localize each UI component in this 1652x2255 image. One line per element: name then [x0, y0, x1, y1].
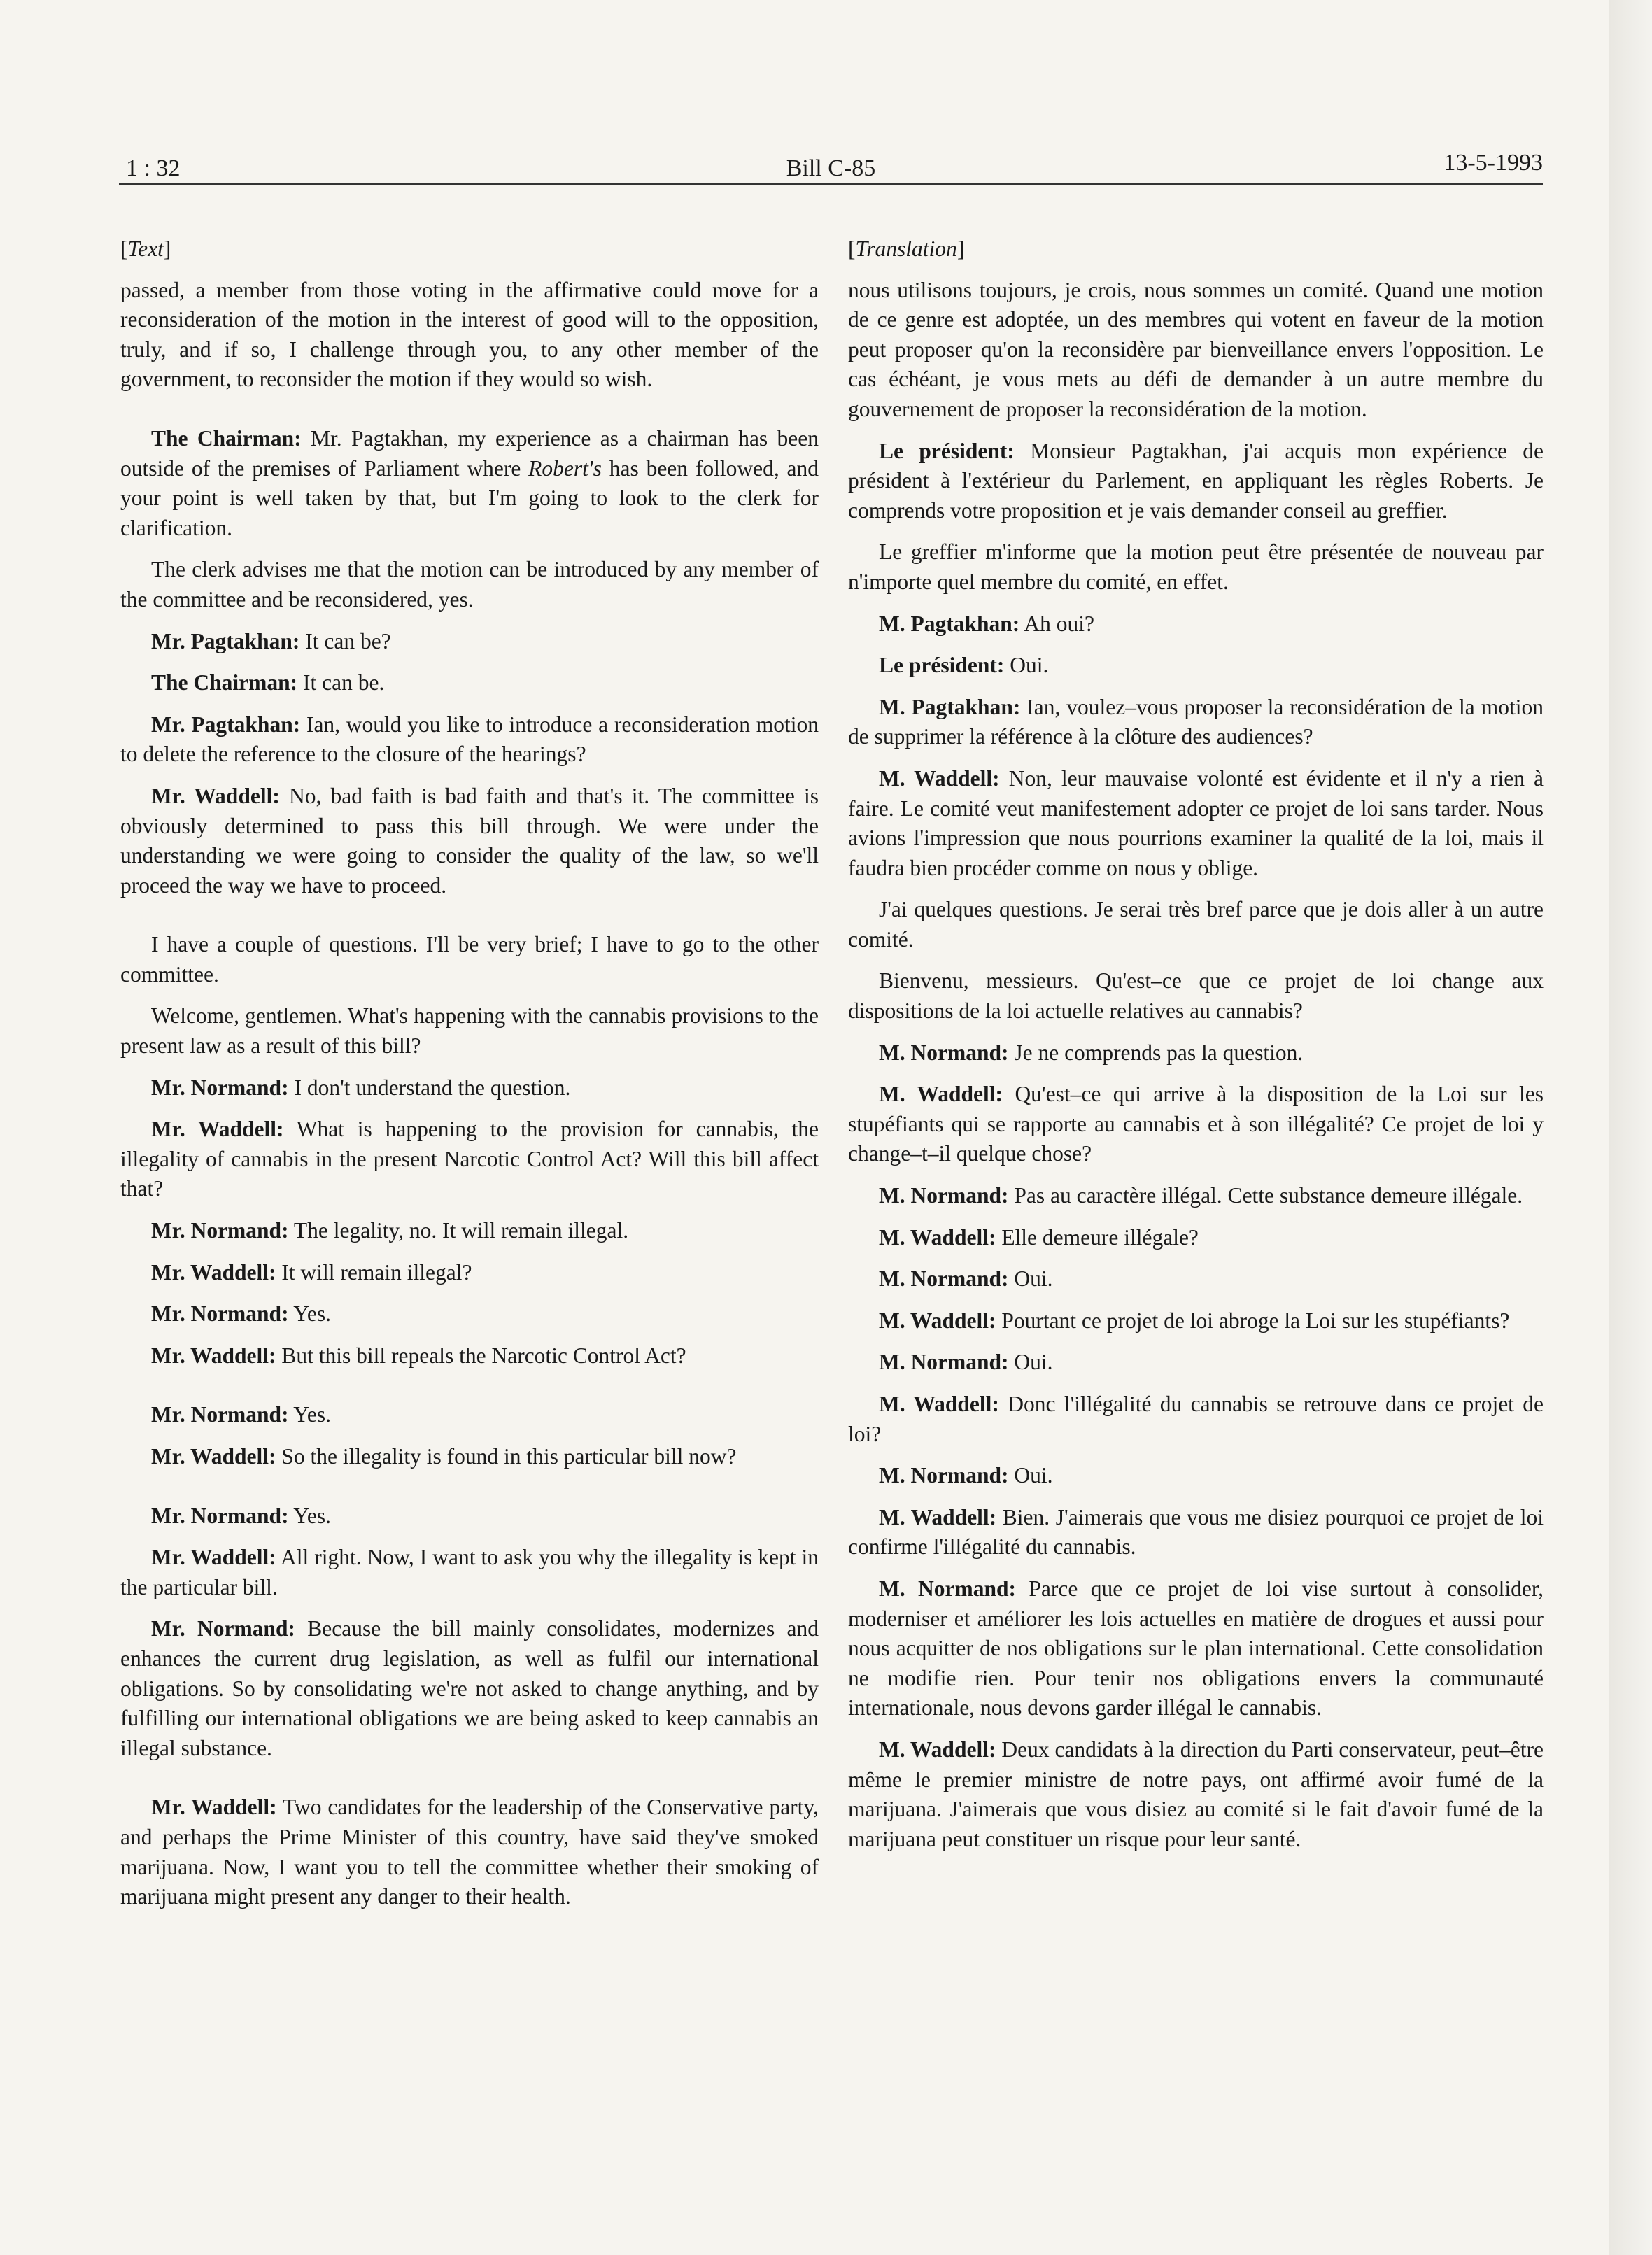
transcript-paragraph [120, 1001, 819, 1061]
transcript-paragraph [120, 1501, 819, 1532]
speech-text: Because the bill mainly consolidates, modernizes and enhances the current drug legislation, as well as fulfil our international obligations. So by consolidating we're not asked to change anything, and by fulfilling our international obligations we are being asked to keep cannabis an illegal substance. [120, 1616, 819, 1760]
speaker-name: Mr. Normand: [151, 1503, 289, 1528]
speech-text: Yes. [293, 1503, 332, 1528]
speech-text: Bien. J'aimerais que vous me disiez pourquoi ce projet de loi confirme l'illégalité du cannabis. [848, 1504, 1544, 1560]
right-column-translation [848, 234, 1544, 1866]
speech-text: The legality, no. It will remain illegal. [293, 1218, 629, 1243]
transcript-paragraph [120, 1543, 819, 1602]
speaker-name: M. Waddell: [879, 765, 1000, 791]
transcript-paragraph [120, 627, 819, 657]
speaker-name: M. Normand: [879, 1183, 1009, 1208]
speech-text: Oui. [1014, 1463, 1053, 1488]
speaker-name: M. Normand: [879, 1350, 1009, 1375]
speaker-name: Mr. Waddell: [151, 1259, 276, 1285]
page-number: 1 : 32 [126, 155, 181, 181]
speaker-name: Mr. Normand: [151, 1301, 289, 1327]
speech-text: Qu'est–ce qui arrive à la disposition de la Loi sur les stupéfiants qui se rapporte au cannabis et à son illégalité? Ce projet de loi y change–t–il quelque chose? [848, 1082, 1544, 1166]
transcript-paragraph [848, 1461, 1544, 1491]
speaker-name: M. Normand: [879, 1266, 1009, 1292]
speaker-name: M. Waddell: [879, 1504, 997, 1529]
page-title: Bill C-85 [786, 155, 876, 181]
transcript-paragraph [120, 930, 819, 989]
transcript-paragraph [120, 782, 819, 900]
speech-text: So the illegality is found in this particular bill now? [281, 1444, 737, 1469]
speech-text: It can be. [303, 670, 385, 695]
column-label: [Translation] [848, 236, 965, 261]
transcript-paragraph [120, 1258, 819, 1288]
transcript-paragraph [120, 424, 819, 543]
column-label: [Text] [120, 236, 171, 261]
speaker-name: Mr. Waddell: [151, 1444, 276, 1469]
speaker-name: M. Waddell: [879, 1082, 1003, 1107]
speech-text: Deux candidats à la direction du Parti conservateur, peut–être même le premier ministre de notre pays, ont affirmé avoir fumé de la marijuana. J'aimerais que vous disiez au comité si le fait d'avoir fumé de la marijuana peut constituer un risque pour leur santé. [848, 1737, 1544, 1851]
speech-text: Ian, voulez–vous proposer la reconsidération de la motion de supprimer la référence à la clôture des audiences? [848, 694, 1544, 749]
speech-text: It can be? [305, 628, 391, 653]
transcript-paragraph [848, 1080, 1544, 1169]
transcript-paragraph [848, 966, 1544, 1026]
transcript-paragraph [848, 437, 1544, 526]
speaker-name: M. Normand: [879, 1576, 1017, 1601]
speech-text: Bienvenu, messieurs. Qu'est–ce que ce projet de loi change aux dispositions de la loi actuelle relatives au cannabis? [848, 968, 1544, 1024]
transcript-paragraph [848, 1390, 1544, 1449]
speech-text: Parce que ce projet de loi vise surtout à consolider, moderniser et améliorer les lois actuelles en matière de drogues et aussi pour nous acquitter de nos obligations sur le plan international. Cette consolidation ne modifie rien. Pour tenir nos obligations envers la communauté internationale, nous devons garder illégal le cannabis. [848, 1576, 1544, 1720]
left-column-text [120, 234, 819, 1924]
speaker-name: Mr. Normand: [151, 1075, 289, 1100]
right-column-body [848, 276, 1544, 1855]
speech-text: Yes. [293, 1301, 332, 1327]
transcript-paragraph [120, 555, 819, 614]
page-date: 13-5-1993 [1443, 150, 1543, 176]
transcript-paragraph [848, 1181, 1544, 1211]
transcript-paragraph [848, 1306, 1544, 1336]
speech-text: Ian, would you like to introduce a reconsideration motion to delete the reference to the closure of the hearings? [120, 712, 819, 767]
speaker-name: Mr. Normand: [151, 1218, 289, 1243]
speaker-name: M. Normand: [879, 1463, 1009, 1488]
speaker-name: Mr. Pagtakhan: [151, 628, 300, 653]
speaker-name: M. Pagtakhan: [879, 694, 1021, 719]
speaker-name: Mr. Pagtakhan: [151, 712, 301, 737]
speech-text: Pourtant ce projet de loi abroge la Loi sur les stupéfiants? [1001, 1308, 1510, 1333]
transcript-paragraph [848, 764, 1544, 883]
transcript-paragraph [848, 276, 1544, 425]
speaker-name: The Chairman: [151, 670, 298, 695]
transcript-paragraph [848, 1574, 1544, 1723]
speaker-name: Mr. Waddell: [151, 1343, 276, 1368]
speech-text: passed, a member from those voting in the affirmative could move for a reconsideration of the motion in the interest of good will to the opposition, truly, and if so, I challenge through you, to any other member of the government, to reconsider the motion if they would so wish. [120, 277, 819, 392]
page-edge [1609, 0, 1652, 2255]
speech-text: Pas au caractère illégal. Cette substance demeure illégale. [1014, 1183, 1523, 1208]
transcript-paragraph [120, 668, 819, 698]
transcript-paragraph [120, 1073, 819, 1103]
speaker-name: M. Waddell: [879, 1392, 999, 1416]
speech-text: nous utilisons toujours, je crois, nous sommes un comité. Quand une motion de ce genre est adoptée, un des membres qui votent en faveur de la motion peut proposer qu'on la reconsidère par bienveillance envers l'opposition. Le cas échéant, je vous mets au défi de demander à un autre membre du gouvernement de proposer la reconsidération de la motion. [848, 277, 1544, 421]
transcript-paragraph [848, 651, 1544, 681]
speech-text: Monsieur Pagtakhan, j'ai acquis mon expérience de président à l'extérieur du Parlement, en appliquant les règles Roberts. Je comprends votre proposition et je vais demander conseil au greffier. [848, 438, 1544, 523]
transcript-paragraph [120, 1442, 819, 1472]
speaker-name: Mr. Waddell: [151, 1795, 277, 1820]
speech-text: Two candidates for the leadership of the Conservative party, and perhaps the Prime Minister of this country, have said they've smoked marijuana. Now, I want you to tell the committee whether their smoking of marijuana might present any danger to their health. [120, 1795, 819, 1909]
speaker-name: Mr. Normand: [151, 1616, 295, 1641]
transcript-paragraph [848, 693, 1544, 752]
speech-text: Non, leur mauvaise volonté est évidente et il n'y a rien à faire. Le comité veut manifestement adopter ce projet de loi sans tarder. Nous avions l'impression que nous pourrions examiner la qualité de la loi, mais il faudra bien procéder comme on nous y oblige. [848, 765, 1544, 880]
transcript-paragraph [848, 1223, 1544, 1253]
speaker-name: M. Normand: [879, 1040, 1009, 1065]
speech-text: I don't understand the question. [294, 1075, 571, 1100]
speech-text: Le greffier m'informe que la motion peut être présentée de nouveau par n'importe quel membre du comité, en effet. [848, 539, 1544, 594]
transcript-paragraph [120, 1341, 819, 1371]
speaker-name: M. Waddell: [879, 1737, 996, 1762]
italic-term: Robert's [528, 455, 602, 481]
speech-text: Oui. [1010, 653, 1049, 678]
speaker-name: Le président: [879, 653, 1005, 678]
speech-text: J'ai quelques questions. Je serai très bref parce que je dois aller à un autre comité. [848, 897, 1544, 952]
transcript-paragraph [848, 609, 1544, 639]
transcript-paragraph [848, 895, 1544, 954]
speaker-name: Mr. Waddell: [151, 1545, 276, 1570]
transcript-paragraph [848, 1735, 1544, 1854]
speech-text: has been followed, and your point is well taken by that, but I'm going to look to the clerk for clarification. [120, 455, 819, 540]
speech-text: What is happening to the provision for cannabis, the illegality of cannabis in the present Narcotic Control Act? Will this bill affect that? [120, 1117, 819, 1201]
speaker-name: Mr. Normand: [151, 1402, 289, 1427]
speaker-name: Mr. Waddell: [151, 783, 280, 808]
transcript-paragraph [848, 1038, 1544, 1068]
transcript-paragraph [120, 276, 819, 395]
speech-text: The clerk advises me that the motion can be introduced by any member of the committee and be reconsidered, yes. [120, 557, 819, 612]
transcript-paragraph [120, 710, 819, 770]
transcript-paragraph [120, 1400, 819, 1430]
speech-text: Oui. [1014, 1266, 1053, 1292]
transcript-paragraph [120, 1216, 819, 1246]
transcript-paragraph [848, 1503, 1544, 1562]
transcript-paragraph [120, 1115, 819, 1204]
speech-text: But this bill repeals the Narcotic Control Act? [281, 1343, 686, 1368]
speaker-name: M. Waddell: [879, 1224, 996, 1250]
transcript-paragraph [848, 1348, 1544, 1378]
speech-text: Yes. [293, 1402, 332, 1427]
header-rule [119, 183, 1543, 185]
speaker-name: The Chairman: [151, 425, 302, 451]
speech-text: It will remain illegal? [281, 1259, 472, 1285]
left-column-body [120, 276, 819, 1912]
speech-text: Je ne comprends pas la question. [1014, 1040, 1304, 1065]
transcript-paragraph [848, 537, 1544, 597]
speaker-name: M. Pagtakhan: [879, 611, 1020, 636]
speaker-name: M. Waddell: [879, 1308, 996, 1333]
speech-text: Donc l'illégalité du cannabis se retrouve dans ce projet de loi? [848, 1392, 1544, 1446]
speech-text: I have a couple of questions. I'll be very brief; I have to go to the other committee. [120, 932, 819, 987]
speech-text: Welcome, gentlemen. What's happening with the cannabis provisions to the present law as a result of this bill? [120, 1003, 819, 1059]
speech-text: Oui. [1014, 1350, 1053, 1375]
transcript-paragraph [120, 1793, 819, 1911]
transcript-paragraph [120, 1614, 819, 1763]
speech-text: No, bad faith is bad faith and that's it. The committee is obviously determined to pass this bill through. We were under the understanding we were going to consider the quality of the law, so we'll proceed the way we have to proceed. [120, 783, 819, 898]
transcript-paragraph [848, 1264, 1544, 1294]
speaker-name: Le président: [879, 438, 1015, 463]
speech-text: Mr. Pagtakhan, my experience as a chairman has been outside of the premises of Parliament where [120, 425, 819, 481]
speaker-name: Mr. Waddell: [151, 1117, 284, 1142]
speech-text: Elle demeure illégale? [1001, 1224, 1199, 1250]
speech-text: Ah oui? [1024, 611, 1095, 636]
speech-text: All right. Now, I want to ask you why the illegality is kept in the particular bill. [120, 1545, 819, 1599]
transcript-paragraph [120, 1299, 819, 1329]
